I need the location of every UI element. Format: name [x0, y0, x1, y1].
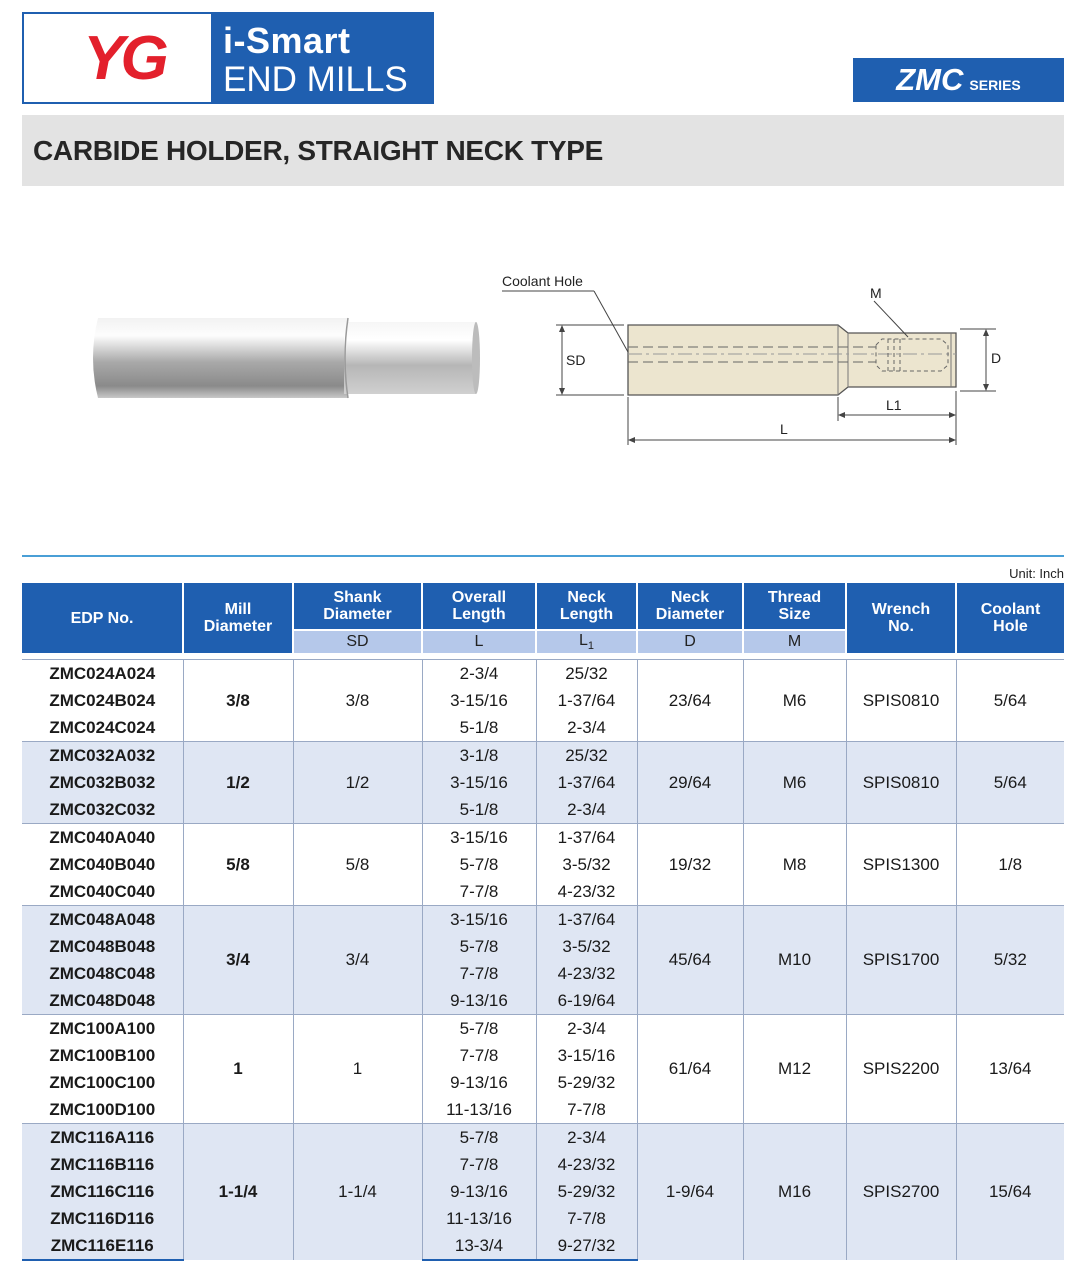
- overall-length-cell: 5-7/8: [422, 933, 536, 960]
- neck-diameter-cell: 23/64: [637, 660, 743, 742]
- overall-length-cell: 11-13/16: [422, 1205, 536, 1232]
- neck-length-cell: 7-7/8: [536, 1096, 637, 1124]
- neck-body: [344, 322, 476, 394]
- table-row: [22, 660, 1064, 688]
- table-row: [22, 1015, 1064, 1043]
- edp-cell: ZMC116E116: [22, 1232, 183, 1260]
- thread-size-cell: M6: [743, 742, 846, 824]
- col-mill-diameter-header: [183, 583, 293, 653]
- neck-length-cell: 9-27/32: [536, 1232, 637, 1260]
- neck-length-cell: 25/32: [536, 742, 637, 770]
- sub-header-l1: [536, 630, 637, 653]
- header-line: Wrench: [871, 601, 931, 618]
- overall-length-cell: 9-13/16: [422, 1069, 536, 1096]
- neck-length-cell: 4-23/32: [536, 960, 637, 987]
- overall-length-cell: 5-1/8: [422, 714, 536, 742]
- spec-table: [22, 583, 1064, 1261]
- series-code: ZMC: [896, 62, 964, 97]
- product-photo: [86, 312, 486, 404]
- overall-length-cell: 3-15/16: [422, 769, 536, 796]
- sub-header-d: D: [637, 630, 743, 653]
- col-shank-diameter-header: [293, 583, 422, 630]
- mill-diameter-cell: 3/8: [183, 660, 293, 742]
- header-line: Size: [778, 606, 811, 623]
- spec-group: [22, 906, 1064, 1015]
- table-row: [22, 1124, 1064, 1152]
- header-line: Hole: [993, 618, 1028, 635]
- neck-length-cell: 1-37/64: [536, 769, 637, 796]
- edp-cell: ZMC024A024: [22, 660, 183, 688]
- col-overall-length-header: [422, 583, 536, 630]
- shank-diameter-cell: 1/2: [293, 742, 422, 824]
- shank-diameter-cell: 5/8: [293, 824, 422, 906]
- overall-length-cell: 7-7/8: [422, 1151, 536, 1178]
- overall-length-cell: 3-15/16: [422, 824, 536, 852]
- neck-diameter-cell: 61/64: [637, 1015, 743, 1124]
- neck-length-cell: 6-19/64: [536, 987, 637, 1015]
- edp-cell: ZMC100B100: [22, 1042, 183, 1069]
- mill-diameter-cell: 5/8: [183, 824, 293, 906]
- spec-group: [22, 1124, 1064, 1261]
- label-l1: L1: [886, 397, 902, 413]
- wrench-cell: SPIS1700: [846, 906, 956, 1015]
- edp-cell: ZMC100A100: [22, 1015, 183, 1043]
- table-top-rule: [22, 555, 1064, 557]
- label-coolant-hole: Coolant Hole: [502, 273, 583, 289]
- shank-body: [93, 318, 348, 398]
- thread-size-cell: M8: [743, 824, 846, 906]
- coolant-hole-cell: 5/64: [956, 742, 1064, 824]
- edp-cell: ZMC032C032: [22, 796, 183, 824]
- neck-length-cell: 25/32: [536, 660, 637, 688]
- header-line: Coolant: [980, 601, 1041, 618]
- sub-header-sd: SD: [293, 630, 422, 653]
- edp-cell: ZMC100D100: [22, 1096, 183, 1124]
- shank-diameter-cell: 1: [293, 1015, 422, 1124]
- title-bar: [22, 115, 1064, 186]
- coolant-hole-cell: 15/64: [956, 1124, 1064, 1261]
- overall-length-cell: 3-15/16: [422, 906, 536, 934]
- edp-cell: ZMC048B048: [22, 933, 183, 960]
- header-line: Shank: [333, 589, 382, 606]
- mill-diameter-cell: 3/4: [183, 906, 293, 1015]
- brand-line-2: END MILLS: [223, 60, 408, 99]
- header-line: Overall: [451, 589, 507, 606]
- neck-length-cell: 1-37/64: [536, 824, 637, 852]
- sub-header-l1-sub: 1: [587, 640, 595, 653]
- header-line: Neck: [567, 589, 606, 606]
- series-badge: [853, 58, 1064, 102]
- edp-cell: ZMC024C024: [22, 714, 183, 742]
- edp-cell: ZMC032B032: [22, 769, 183, 796]
- neck-diameter-cell: 1-9/64: [637, 1124, 743, 1261]
- series-word: SERIES: [969, 77, 1021, 93]
- label-sd: SD: [566, 352, 586, 368]
- header-line: Length: [559, 606, 614, 623]
- sub-header-l1-main: L: [578, 631, 588, 649]
- edp-cell: ZMC100C100: [22, 1069, 183, 1096]
- neck-length-cell: 5-29/32: [536, 1178, 637, 1205]
- mill-diameter-cell: 1/2: [183, 742, 293, 824]
- overall-length-cell: 11-13/16: [422, 1096, 536, 1124]
- sub-header-l: L: [422, 630, 536, 653]
- header-line: Diameter: [203, 618, 273, 635]
- coolant-hole-cell: 5/64: [956, 660, 1064, 742]
- shank-diameter-cell: 1-1/4: [293, 1124, 422, 1261]
- sub-header-m: M: [743, 630, 846, 653]
- spec-group: [22, 660, 1064, 742]
- shank-diameter-cell: 3/4: [293, 906, 422, 1015]
- edp-cell: ZMC040B040: [22, 851, 183, 878]
- wrench-cell: SPIS1300: [846, 824, 956, 906]
- edp-cell: ZMC116D116: [22, 1205, 183, 1232]
- neck-length-cell: 5-29/32: [536, 1069, 637, 1096]
- coolant-hole-cell: 1/8: [956, 824, 1064, 906]
- edp-cell: ZMC040A040: [22, 824, 183, 852]
- wrench-cell: SPIS2200: [846, 1015, 956, 1124]
- overall-length-cell: 5-1/8: [422, 796, 536, 824]
- m-leader: [874, 301, 908, 337]
- spec-group: [22, 1015, 1064, 1124]
- col-edp-header: EDP No.: [22, 583, 183, 653]
- col-wrench-header: [846, 583, 956, 653]
- header-line: Neck: [670, 589, 710, 606]
- neck-length-cell: 4-23/32: [536, 1151, 637, 1178]
- brand-line-1: i-Smart: [223, 20, 351, 61]
- neck-diameter-cell: 45/64: [637, 906, 743, 1015]
- shank-diameter-cell: 3/8: [293, 660, 422, 742]
- header-line: Diameter: [655, 606, 725, 623]
- overall-length-cell: 5-7/8: [422, 851, 536, 878]
- edp-cell: ZMC040C040: [22, 878, 183, 906]
- overall-length-cell: 5-7/8: [422, 1015, 536, 1043]
- wrench-cell: SPIS0810: [846, 660, 956, 742]
- edp-cell: ZMC048C048: [22, 960, 183, 987]
- neck-diameter-cell: 29/64: [637, 742, 743, 824]
- thread-size-cell: M10: [743, 906, 846, 1015]
- header-line: Mill: [224, 601, 252, 618]
- col-coolant-hole-header: [956, 583, 1064, 653]
- neck-end: [472, 322, 480, 394]
- overall-length-cell: 7-7/8: [422, 878, 536, 906]
- overall-length-cell: 3-1/8: [422, 742, 536, 770]
- label-d: D: [991, 350, 1002, 366]
- overall-length-cell: 7-7/8: [422, 960, 536, 987]
- unit-label: Unit: Inch: [1009, 566, 1064, 581]
- thread-size-cell: M12: [743, 1015, 846, 1124]
- neck-length-cell: 7-7/8: [536, 1205, 637, 1232]
- neck-length-cell: 2-3/4: [536, 796, 637, 824]
- wrench-cell: SPIS0810: [846, 742, 956, 824]
- coolant-hole-cell: 13/64: [956, 1015, 1064, 1124]
- table-row: [22, 824, 1064, 852]
- edp-cell: ZMC032A032: [22, 742, 183, 770]
- edp-cell: ZMC116A116: [22, 1124, 183, 1152]
- overall-length-cell: 9-13/16: [422, 987, 536, 1015]
- neck-length-cell: 3-15/16: [536, 1042, 637, 1069]
- label-m: M: [870, 285, 882, 301]
- thread-size-cell: M6: [743, 660, 846, 742]
- edp-cell: ZMC116B116: [22, 1151, 183, 1178]
- spec-group: [22, 742, 1064, 824]
- overall-length-cell: 13-3/4: [422, 1232, 536, 1260]
- header-line: Thread: [767, 589, 822, 606]
- mill-diameter-cell: 1-1/4: [183, 1124, 293, 1261]
- brand-panel: [211, 14, 434, 102]
- neck-length-cell: 2-3/4: [536, 714, 637, 742]
- spec-group: [22, 824, 1064, 906]
- neck-length-cell: 3-5/32: [536, 933, 637, 960]
- edp-cell: ZMC024B024: [22, 687, 183, 714]
- col-neck-diameter-header: [637, 583, 743, 630]
- overall-length-cell: 9-13/16: [422, 1178, 536, 1205]
- table-row: [22, 906, 1064, 934]
- technical-drawing: [496, 265, 1036, 455]
- label-l: L: [780, 421, 788, 437]
- header-line: Diameter: [323, 606, 392, 623]
- overall-length-cell: 5-7/8: [422, 1124, 536, 1152]
- overall-length-cell: 7-7/8: [422, 1042, 536, 1069]
- dim-l: [628, 397, 956, 445]
- yg-logo-mark: YG: [83, 23, 165, 93]
- mill-diameter-cell: 1: [183, 1015, 293, 1124]
- overall-length-cell: 3-15/16: [422, 687, 536, 714]
- table-row: [22, 742, 1064, 770]
- neck-length-cell: 1-37/64: [536, 687, 637, 714]
- overall-length-cell: 2-3/4: [422, 660, 536, 688]
- neck-length-cell: 2-3/4: [536, 1124, 637, 1152]
- header-line: Length: [452, 606, 506, 623]
- neck-length-cell: 3-5/32: [536, 851, 637, 878]
- neck-length-cell: 4-23/32: [536, 878, 637, 906]
- coolant-hole-cell: 5/32: [956, 906, 1064, 1015]
- header-line: No.: [888, 618, 914, 635]
- thread-size-cell: M16: [743, 1124, 846, 1261]
- page-title: CARBIDE HOLDER, STRAIGHT NECK TYPE: [33, 135, 604, 166]
- neck-diameter-cell: 19/32: [637, 824, 743, 906]
- brand-logo: [22, 12, 434, 104]
- neck-length-cell: 1-37/64: [536, 906, 637, 934]
- coolant-leader: [502, 291, 628, 352]
- edp-cell: ZMC048D048: [22, 987, 183, 1015]
- col-thread-size-header: [743, 583, 846, 630]
- neck-length-cell: 2-3/4: [536, 1015, 637, 1043]
- edp-cell: ZMC116C116: [22, 1178, 183, 1205]
- wrench-cell: SPIS2700: [846, 1124, 956, 1261]
- edp-cell: ZMC048A048: [22, 906, 183, 934]
- col-neck-length-header: [536, 583, 637, 630]
